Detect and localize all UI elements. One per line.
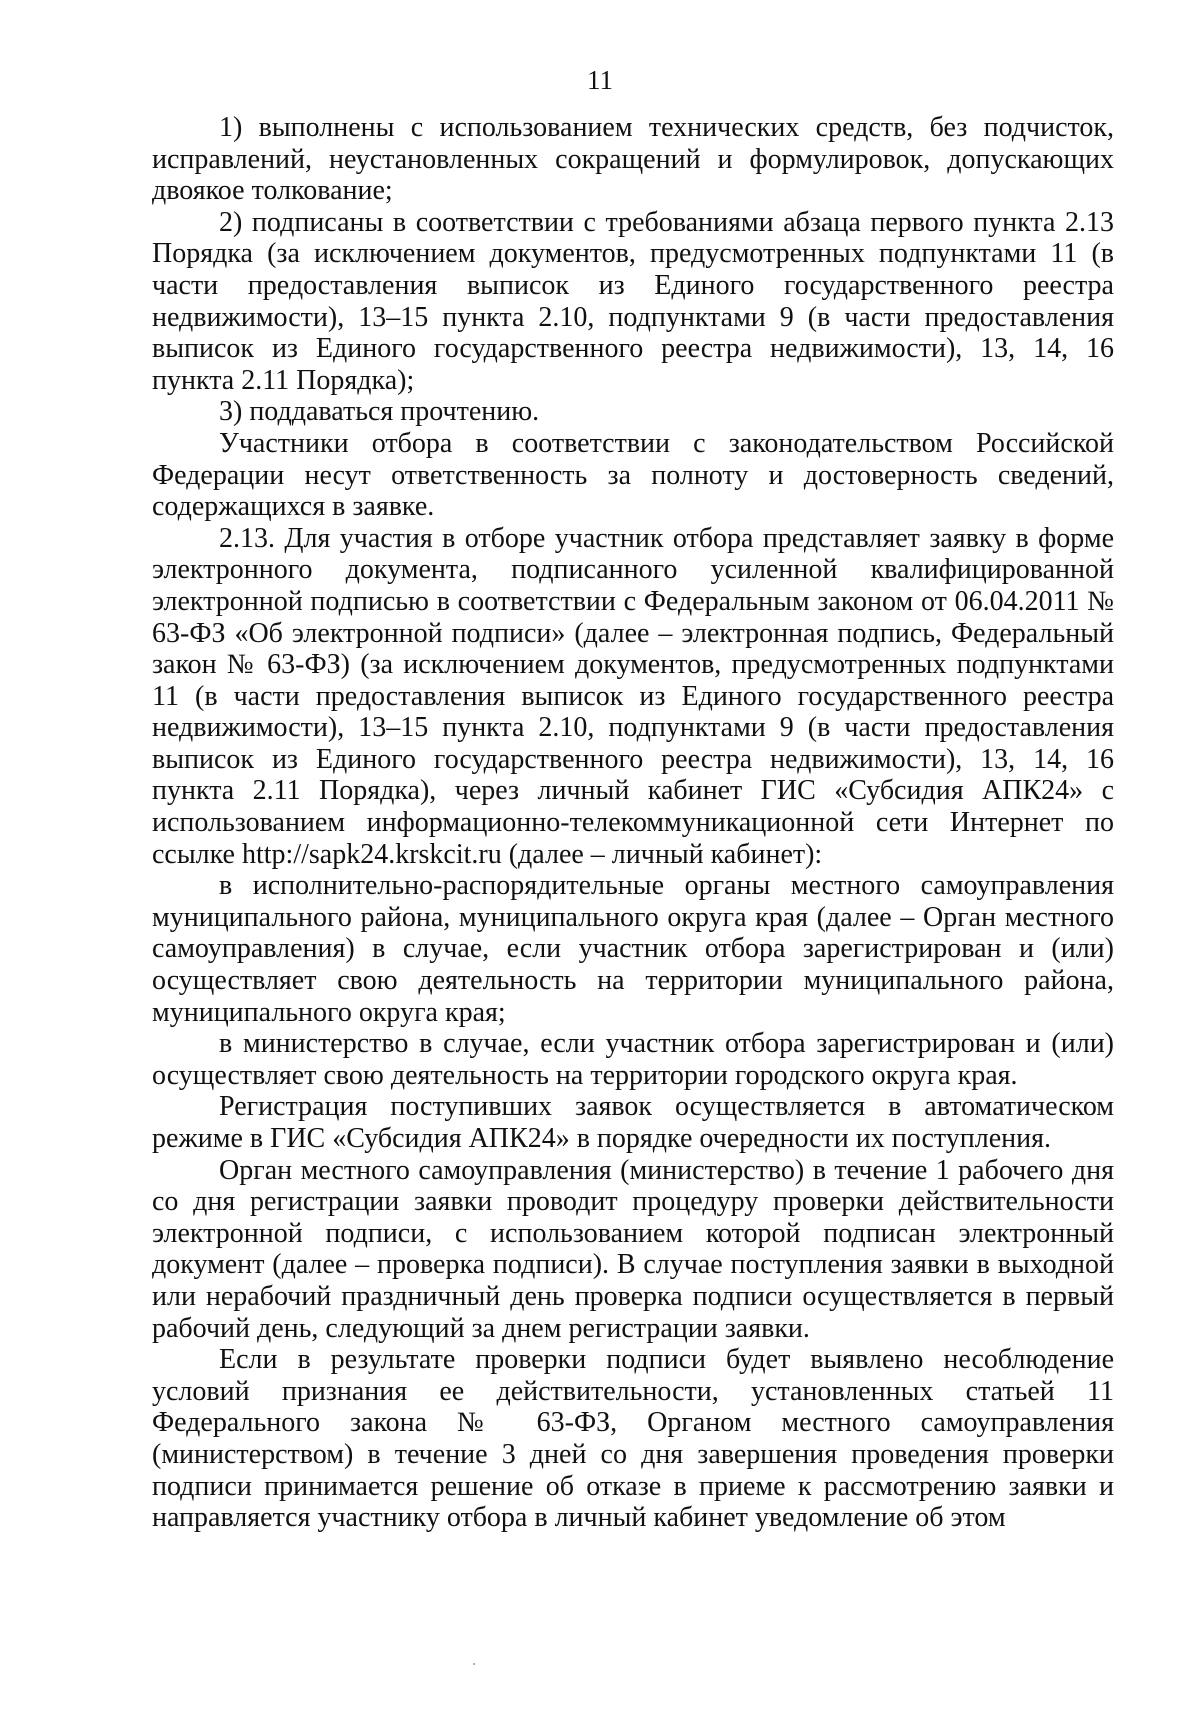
paragraph-participants-responsibility: Участники отбора в соответствии с законодательством Российской Федерации несут ответственность за полноту и достоверность сведений, содержащихся в заявке. <box>152 427 1114 523</box>
paragraph-signature-check: Орган местного самоуправления (министерство) в течение 1 рабочего дня со дня регистрации заявки проводит процедуру проверки действительности электронной подписи, с использованием которой подписан электронный документ (далее – проверка подписи). В случае поступления заявки в выходной или нерабочий праздничный день проверка подписи осуществляется в первый рабочий день, следующий за днем регистрации заявки. <box>152 1154 1114 1344</box>
paragraph-item-2: 2) подписаны в соответствии с требованиями абзаца первого пункта 2.13 Порядка (за исключением документов, предусмотренных подпунктами 11 (в части предоставления выписок из Единого государственного реестра недвижимости), 13–15 пункта 2.10, подпунктами 9 (в части предоставления выписок из Единого государственного реестра недвижимости), 13, 14, 16 пункта 2.11 Порядка); <box>152 206 1114 396</box>
paragraph-item-1: 1) выполнены с использованием технических средств, без подчисток, исправлений, неустановленных сокращений и формулировок, допускающих двоякое толкование; <box>152 112 1114 207</box>
paragraph-registration: Регистрация поступивших заявок осуществляется в автоматическом режиме в ГИС «Субсидия АПК24» в порядке очередности их поступления. <box>152 1091 1114 1154</box>
paragraph-check-result: Если в результате проверки подписи будет выявлено несоблюдение условий признания ее действительности, установленных статьей 11 Федерального закона № 63-ФЗ, Органом местного самоуправления (министерством) в течение 3 дней со дня завершения проведения проверки подписи принимается решение об отказе в приеме к рассмотрению заявки и направляется участнику отбора в личный кабинет уведомление об этом <box>152 1344 1114 1534</box>
page-number: 11 <box>587 65 613 95</box>
paragraph-2-13: 2.13. Для участия в отборе участник отбора представляет заявку в форме электронного документа, подписанного усиленной квалифицированной электронной подписью в соответствии с Федеральным законом от 06.04.2011 № 63-ФЗ «Об электронной подписи» (далее – электронная подпись, Федеральный закон № 63-ФЗ) (за исключением документов, предусмотренных подпунктами 11 (в части предоставления выписок из Единого государственного реестра недвижимости), 13–15 пункта 2.10, подпунктами 9 (в части предоставления выписок из Единого государственного реестра недвижимости), 13, 14, 16 пункта 2.11 Порядка), через личный кабинет ГИС «Субсидия АПК24» с использованием информационно-телекоммуникационной сети Интернет по ссылке http://sapk24.krskcit.ru (далее – личный кабинет): <box>152 522 1114 870</box>
paragraph-local-authorities: в исполнительно-распорядительные органы местного самоуправления муниципального района, муниципального округа края (далее – Орган местного самоуправления) в случае, если участник отбора зарегистрирован и (или) осуществляет свою деятельность на территории муниципального района, муниципального округа края; <box>152 870 1114 1028</box>
paragraph-ministry: в министерство в случае, если участник отбора зарегистрирован и (или) осуществляет свою деятельность на территории городского округа края. <box>152 1028 1114 1091</box>
paragraph-item-3: 3) поддаваться прочтению. <box>219 396 540 428</box>
scan-speck <box>473 1663 475 1665</box>
document-body <box>152 112 1114 1534</box>
